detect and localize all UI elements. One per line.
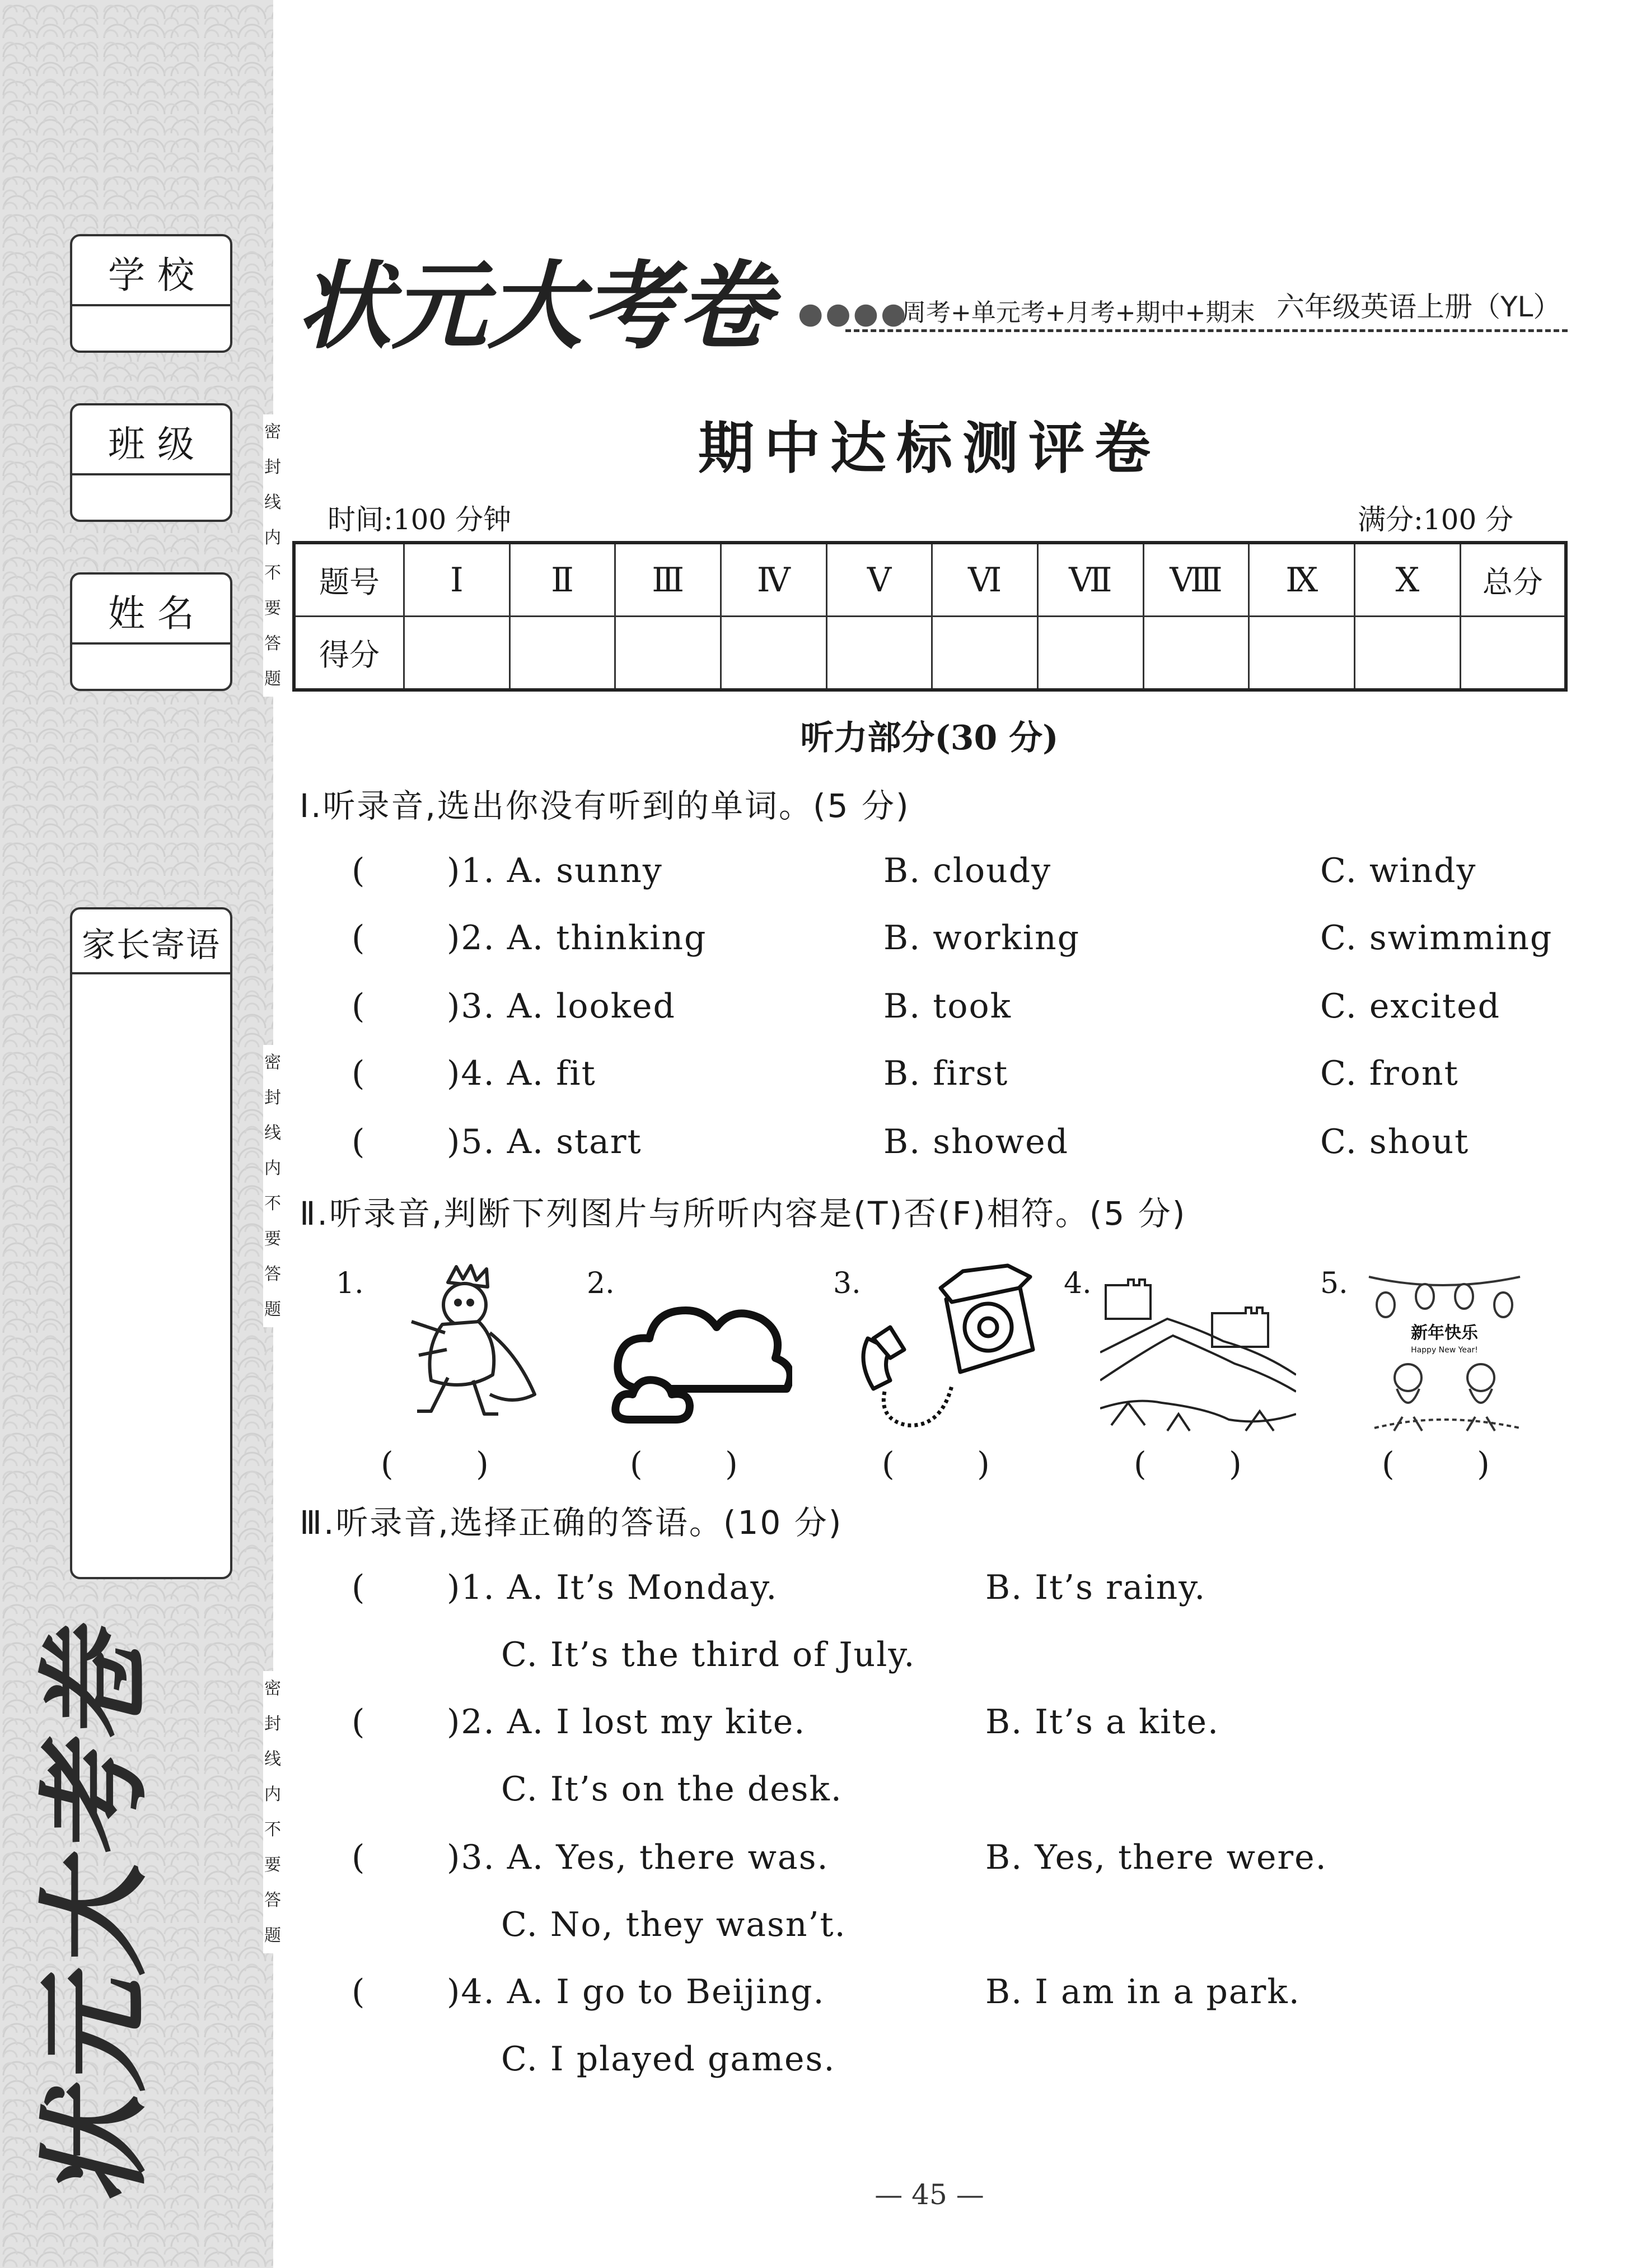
picture-number: 3. (833, 1267, 861, 1300)
question-option-c: C. swimming (1320, 918, 1553, 958)
exam-full-score: 满分:100 分 (1358, 503, 1514, 536)
answer-paren[interactable]: ( (352, 851, 365, 890)
exam-time: 时间:100 分钟 (328, 503, 512, 536)
question-option-c: C. It’s the third of July. (501, 1635, 916, 1674)
question-option-c: C. It’s on the desk. (501, 1770, 843, 1809)
score-cell[interactable] (404, 617, 510, 690)
question-option-b: B. Yes, there were. (985, 1838, 1327, 1877)
answer-paren[interactable]: ( (352, 987, 365, 1026)
score-table-col: Ⅳ (721, 543, 827, 617)
score-cell[interactable] (615, 617, 721, 690)
answer-paren[interactable]: ( (352, 1972, 365, 2012)
new-year-subcaption: Happy New Year! (1411, 1346, 1478, 1355)
school-label: 学校 (72, 236, 230, 306)
question-option-b: B. first (883, 1054, 1009, 1093)
score-table-header-row (294, 543, 1566, 617)
great-wall-icon (1100, 1268, 1296, 1436)
section1-title: Ⅰ.听录音,选出你没有听到的单词。(5 分) (300, 787, 910, 825)
king-icon (375, 1260, 543, 1428)
brand-dots-decoration: ●●●● (798, 297, 909, 330)
question-option-b: B. It’s a kite. (985, 1702, 1220, 1742)
question-option-b: B. I am in a park. (985, 1972, 1301, 2012)
question-option-b: B. cloudy (883, 851, 1052, 890)
question-option-a: )3. A. looked (447, 987, 676, 1026)
new-year-caption: 新年快乐 (1411, 1323, 1478, 1343)
parent-note-box[interactable] (70, 907, 232, 1579)
parent-note-label: 家长寄语 (72, 909, 230, 974)
score-cell[interactable] (1460, 617, 1566, 690)
score-cell[interactable] (1355, 617, 1461, 690)
score-cell[interactable] (1249, 617, 1355, 690)
answer-paren[interactable]: ( (352, 1568, 365, 1607)
class-label: 班级 (72, 405, 230, 475)
score-table-col: Ⅲ (615, 543, 721, 617)
question-option-a: )5. A. start (447, 1122, 642, 1161)
score-cell[interactable] (1143, 617, 1249, 690)
section3-title: Ⅲ.听录音,选择正确的答语。(10 分) (300, 1504, 843, 1542)
vertical-brand-logo: 状元大考卷 (30, 1629, 161, 2206)
picture-number: 2. (587, 1267, 615, 1300)
score-table-col: Ⅷ (1143, 543, 1249, 617)
name-label: 姓名 (72, 575, 230, 645)
seal-line-text: 密 封 线 内 不 要 答 题 (263, 414, 282, 697)
score-table (292, 541, 1568, 692)
cloud-icon (607, 1282, 792, 1428)
question-option-a: )4. A. I go to Beijing. (447, 1972, 825, 2012)
picture-answer-blank[interactable]: ( ) (630, 1445, 738, 1483)
seal-line-text: 密 封 线 内 不 要 答 题 (263, 1671, 282, 1953)
score-table-col: Ⅴ (826, 543, 932, 617)
score-table-col: Ⅶ (1038, 543, 1144, 617)
score-cell[interactable] (721, 617, 827, 690)
picture-answer-blank[interactable]: ( ) (882, 1445, 990, 1483)
exam-title: 期中达标测评卷 (698, 416, 1161, 481)
question-option-c: C. windy (1320, 851, 1477, 890)
question-option-b: B. working (883, 918, 1080, 958)
header-book-title: 六年级英语上册（YL） (1276, 291, 1561, 323)
seal-line-text: 密 封 线 内 不 要 答 题 (263, 1045, 282, 1327)
picture-answer-blank[interactable]: ( ) (1134, 1445, 1242, 1483)
score-table-col: Ⅵ (932, 543, 1038, 617)
question-option-c: C. excited (1320, 987, 1501, 1026)
question-option-b: B. showed (883, 1122, 1069, 1161)
school-box[interactable] (70, 234, 232, 353)
question-option-a: )2. A. thinking (447, 918, 707, 958)
page-number: — 45 — (875, 2178, 984, 2211)
score-cell[interactable] (509, 617, 615, 690)
new-year-icon (1363, 1271, 1526, 1434)
score-table-total-label: 总分 (1460, 543, 1566, 617)
score-table-row1-label: 题号 (294, 543, 404, 617)
question-option-a: )4. A. fit (447, 1054, 596, 1093)
picture-number: 4. (1064, 1267, 1092, 1300)
question-option-b: B. took (883, 987, 1012, 1026)
header-divider (845, 329, 1568, 332)
brand-logo: 状元大考卷 (297, 251, 773, 362)
listening-heading: 听力部分(30 分) (800, 718, 1059, 758)
answer-paren[interactable]: ( (352, 1702, 365, 1742)
question-option-c: C. shout (1320, 1122, 1470, 1161)
header-tagline: 周考+单元考+月考+期中+期末 (901, 298, 1255, 327)
answer-paren[interactable]: ( (352, 1122, 365, 1161)
picture-answer-blank[interactable]: ( ) (381, 1445, 489, 1483)
score-cell[interactable] (932, 617, 1038, 690)
question-option-c: C. I played games. (501, 2040, 836, 2079)
question-option-c: C. front (1320, 1054, 1459, 1093)
score-cell[interactable] (1038, 617, 1144, 690)
section2-title: Ⅱ.听录音,判断下列图片与所听内容是(T)否(F)相符。(5 分) (300, 1194, 1187, 1233)
telephone-icon (851, 1254, 1041, 1434)
answer-paren[interactable]: ( (352, 1054, 365, 1093)
score-table-score-row (294, 617, 1566, 690)
picture-answer-blank[interactable]: ( ) (1382, 1445, 1490, 1483)
picture-number: 1. (336, 1267, 364, 1300)
question-option-a: )2. A. I lost my kite. (447, 1702, 806, 1742)
answer-paren[interactable]: ( (352, 918, 365, 958)
picture-number: 5. (1320, 1267, 1348, 1300)
score-table-row2-label: 得分 (294, 617, 404, 690)
score-table-col: Ⅱ (509, 543, 615, 617)
question-option-b: B. It’s rainy. (985, 1568, 1207, 1607)
score-cell[interactable] (826, 617, 932, 690)
answer-paren[interactable]: ( (352, 1838, 365, 1877)
question-option-a: )1. A. sunny (447, 851, 663, 890)
question-option-c: C. No, they wasn’t. (501, 1905, 847, 1944)
score-table-col: Ⅸ (1249, 543, 1355, 617)
question-option-a: )3. A. Yes, there was. (447, 1838, 829, 1877)
name-box[interactable] (70, 572, 232, 691)
score-table-col: Ⅹ (1355, 543, 1461, 617)
question-option-a: )1. A. It’s Monday. (447, 1568, 778, 1607)
score-table-col: Ⅰ (404, 543, 510, 617)
